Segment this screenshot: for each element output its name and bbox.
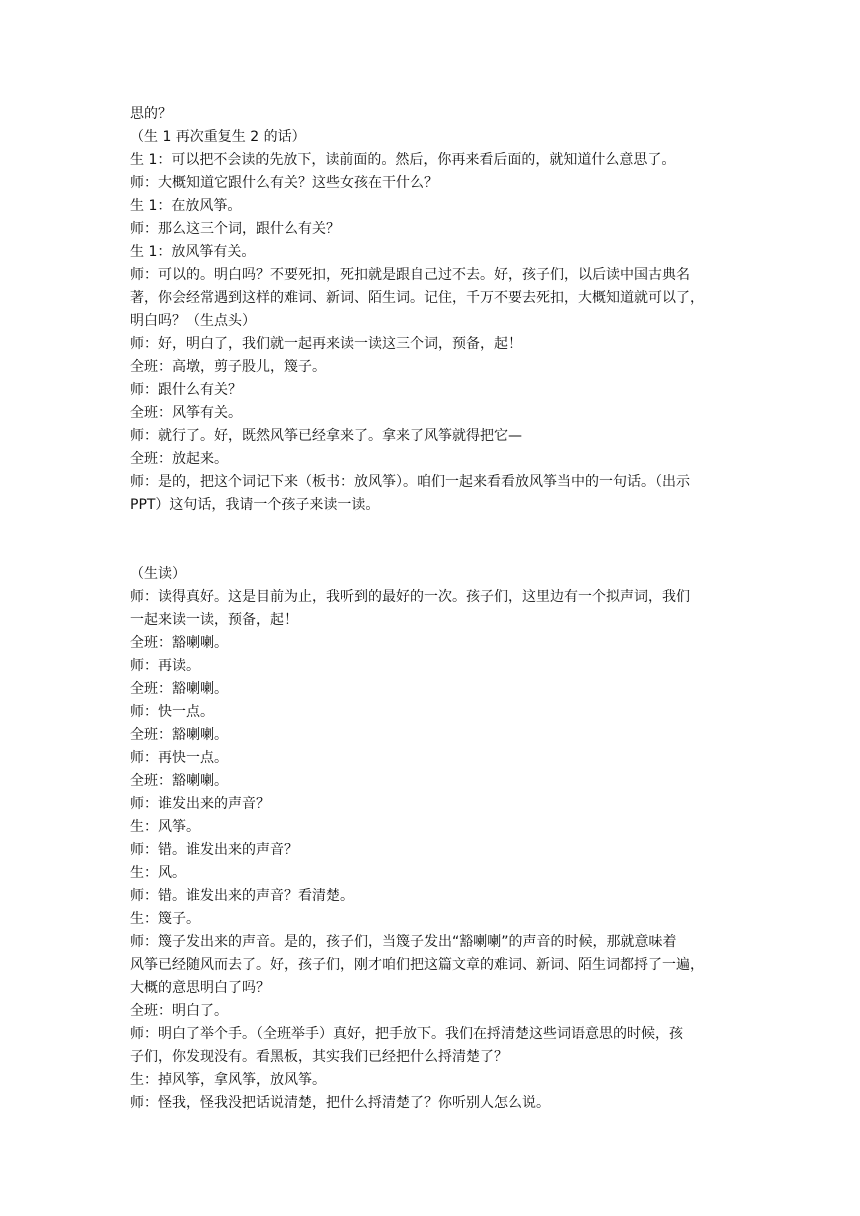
- transcript-block-1: [130, 103, 730, 517]
- transcript-line: 师：就行了。好，既然风筝已经拿来了。拿来了风筝就得把它—: [130, 428, 522, 444]
- transcript-line: 全班：豁喇喇。: [130, 635, 228, 651]
- transcript-line: 风筝已经随风而去了。好，孩子们，刚才咱们把这篇文章的难词、新词、陌生词都捋了一遍，: [130, 957, 704, 973]
- transcript-block-2: [130, 563, 730, 1115]
- transcript-line: 大概的意思明白了吗？: [130, 980, 270, 996]
- transcript-line: 师：大概知道它跟什么有关？这些女孩在干什么？: [130, 175, 438, 191]
- transcript-line: 生：掉风筝，拿风筝，放风筝。: [130, 1072, 326, 1088]
- transcript-line: 师：谁发出来的声音？: [130, 796, 270, 812]
- transcript-line: 师：可以的。明白吗？不要死扣，死扣就是跟自己过不去。好，孩子们，以后读中国古典名: [130, 267, 690, 283]
- transcript-line: 生：风。: [130, 865, 186, 881]
- transcript-line: 思的？: [130, 106, 172, 122]
- transcript-line: 师：读得真好。这是目前为止，我听到的最好的一次。孩子们，这里边有一个拟声词，我们: [130, 589, 690, 605]
- transcript-line: 生 1：放风筝有关。: [130, 244, 256, 260]
- transcript-line: 全班：豁喇喇。: [130, 773, 228, 789]
- transcript-line: 全班：豁喇喇。: [130, 681, 228, 697]
- transcript-line: 师：错。谁发出来的声音？: [130, 842, 298, 858]
- transcript-line: 全班：风筝有关。: [130, 405, 242, 421]
- transcript-line: 师：再快一点。: [130, 750, 228, 766]
- transcript-line: 生：风筝。: [130, 819, 200, 835]
- transcript-line: 师：好，明白了，我们就一起再来读一读这三个词，预备，起！: [130, 336, 522, 352]
- transcript-line: 师：错。谁发出来的声音？看清楚。: [130, 888, 354, 904]
- transcript-line: 子们，你发现没有。看黑板，其实我们已经把什么捋清楚了？: [130, 1049, 508, 1065]
- transcript-line: 师：明白了举个手。（全班举手）真好，把手放下。我们在捋清楚这些词语意思的时候，孩: [130, 1026, 683, 1042]
- transcript-line: （生读）: [130, 566, 186, 582]
- transcript-line: 全班：放起来。: [130, 451, 228, 467]
- transcript-line: 一起来读一读，预备，起！: [130, 612, 298, 628]
- transcript-line: 全班：明白了。: [130, 1003, 228, 1019]
- transcript-line: 全班：高墩，剪子股儿，篾子。: [130, 359, 326, 375]
- transcript-line: 著，你会经常遇到这样的难词、新词、陌生词。记住，千万不要去死扣，大概知道就可以了，: [130, 290, 704, 306]
- transcript-line: （生 1 再次重复生 2 的话）: [130, 129, 306, 145]
- transcript-line: 师：再读。: [130, 658, 200, 674]
- transcript-line: 师：是的，把这个词记下来（板书：放风筝）。咱们一起来看看放风筝当中的一句话。（出示: [130, 474, 690, 490]
- transcript-line: 生 1：可以把不会读的先放下，读前面的。然后，你再来看后面的，就知道什么意思了。: [130, 152, 676, 168]
- transcript-line: 师：跟什么有关？: [130, 382, 242, 398]
- transcript-line: 生 1：在放风筝。: [130, 198, 242, 214]
- transcript-line: 师：快一点。: [130, 704, 214, 720]
- document-body: [130, 103, 730, 1115]
- transcript-line: 生：篾子。: [130, 911, 200, 927]
- paragraph-gap: [130, 517, 730, 563]
- transcript-line: 师：怪我，怪我没把话说清楚，把什么捋清楚了？你听别人怎么说。: [130, 1095, 550, 1111]
- transcript-line: PPT）这句话，我请一个孩子来读一读。: [130, 497, 380, 513]
- transcript-line: 师：篾子发出来的声音。是的，孩子们，当篾子发出“豁喇喇”的声音的时候，那就意味着: [130, 934, 677, 950]
- transcript-line: 师：那么这三个词，跟什么有关？: [130, 221, 340, 237]
- transcript-line: 明白吗？（生点头）: [130, 313, 256, 329]
- transcript-line: 全班：豁喇喇。: [130, 727, 228, 743]
